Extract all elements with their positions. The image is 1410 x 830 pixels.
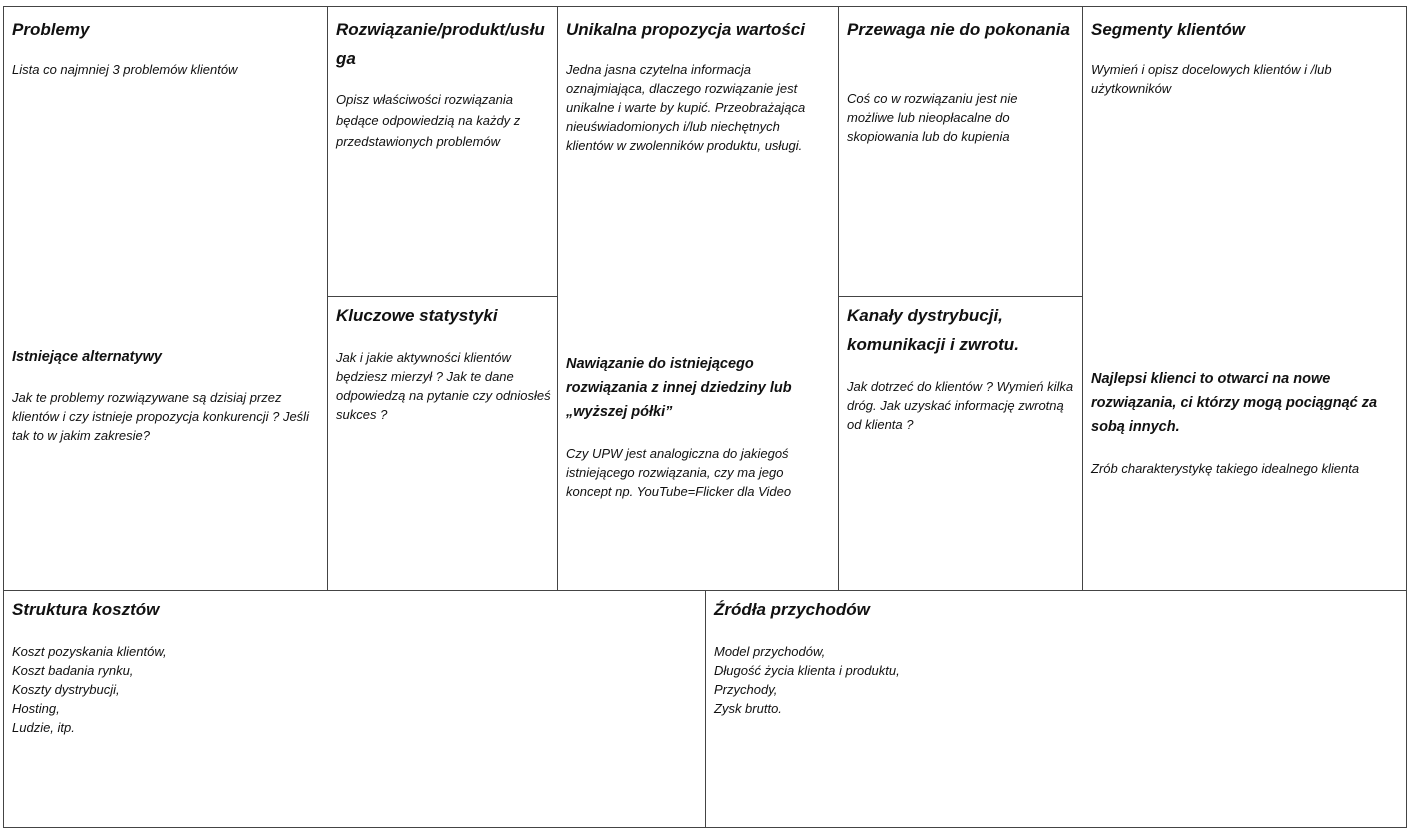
statystyki-title: Kluczowe statystyki xyxy=(336,306,498,325)
przychody-item: Przychody, xyxy=(714,682,778,697)
przychody-item: Zysk brutto. xyxy=(714,701,782,716)
nawiazanie-desc: Czy UPW jest analogiczna do jakiegoś istniejącego rozwiązania, czy ma jego koncept np. YouTube=Flicker dla Video xyxy=(566,446,792,499)
najlepsi-klienci-desc: Zrób charakterystykę takiego idealnego klienta xyxy=(1091,461,1360,476)
najlepsi-klienci-title: Najlepsi klienci to otwarci na nowe rozwiązania, ci którzy mogą pociągnąć za sobą innych. xyxy=(1091,371,1378,435)
przewaga-title: Przewaga nie do pokonania xyxy=(847,20,1070,39)
kanaly-desc: Jak dotrzeć do klientów ? Wymień kilka dróg. Jak uzyskać informację zwrotną od klienta ? xyxy=(847,379,1074,432)
nawiazanie-title: Nawiązanie do istniejącego rozwiązania z innej dziedziny lub „wyższej półki” xyxy=(566,356,792,420)
upw-cell xyxy=(557,6,839,591)
statystyki-cell xyxy=(327,296,558,591)
przewaga-cell xyxy=(838,6,1083,297)
problemy-title: Problemy xyxy=(12,20,90,39)
przychody-item: Model przychodów, xyxy=(714,644,826,659)
segmenty-title: Segmenty klientów xyxy=(1091,20,1245,39)
kanaly-title: Kanały dystrybucji, komunikacji i zwrotu. xyxy=(847,306,1019,354)
rozwiazanie-cell xyxy=(327,6,558,297)
przewaga-desc: Coś co w rozwiązaniu jest nie możliwe lub nieopłacalne do skopiowania lub do kupienia xyxy=(847,91,1018,144)
koszty-list xyxy=(12,642,699,737)
problemy-desc: Lista co najmniej 3 problemów klientów xyxy=(12,62,238,77)
koszty-item: Hosting, xyxy=(12,701,60,716)
upw-desc: Jedna jasna czytelna informacja oznajmiająca, dlaczego rozwiązanie jest unikalne i warte by kupić. Przeobrażająca nieuświadomionych i/lub niechętnych klientów w zwolenników produktu, usługi. xyxy=(566,62,806,153)
przychody-title: Źródła przychodów xyxy=(714,600,870,619)
alternatywy-desc: Jak te problemy rozwiązywane są dzisiaj przez klientów i czy istnieje propozycja konkurencji ? Jeśli tak to w jakim zakresie? xyxy=(12,390,309,443)
koszty-item: Koszty dystrybucji, xyxy=(12,682,120,697)
przychody-list xyxy=(714,642,1400,718)
przychody-item: Długość życia klienta i produktu, xyxy=(714,663,900,678)
upw-title: Unikalna propozycja wartości xyxy=(566,20,806,39)
alternatywy-title: Istniejące alternatywy xyxy=(12,349,162,365)
problemy-cell xyxy=(3,6,328,591)
statystyki-desc: Jak i jakie aktywności klientów będziesz mierzył ? Jak te dane odpowiedzą na pytanie czy odniosłeś sukces ? xyxy=(336,350,551,422)
koszty-cell xyxy=(3,590,706,828)
koszty-title: Struktura kosztów xyxy=(12,600,160,619)
koszty-item: Koszt pozyskania klientów, xyxy=(12,644,167,659)
segmenty-cell xyxy=(1082,6,1407,591)
rozwiazanie-desc: Opisz właściwości rozwiązania będące odpowiedzią na każdy z przedstawionych problemów xyxy=(336,92,521,149)
kanaly-cell xyxy=(838,296,1083,591)
koszty-item: Ludzie, itp. xyxy=(12,720,75,735)
przychody-cell xyxy=(705,590,1407,828)
koszty-item: Koszt badania rynku, xyxy=(12,663,134,678)
rozwiazanie-title: Rozwiązanie/produkt/usługa xyxy=(336,20,545,68)
segmenty-desc: Wymień i opisz docelowych klientów i /lub użytkowników xyxy=(1091,62,1332,96)
